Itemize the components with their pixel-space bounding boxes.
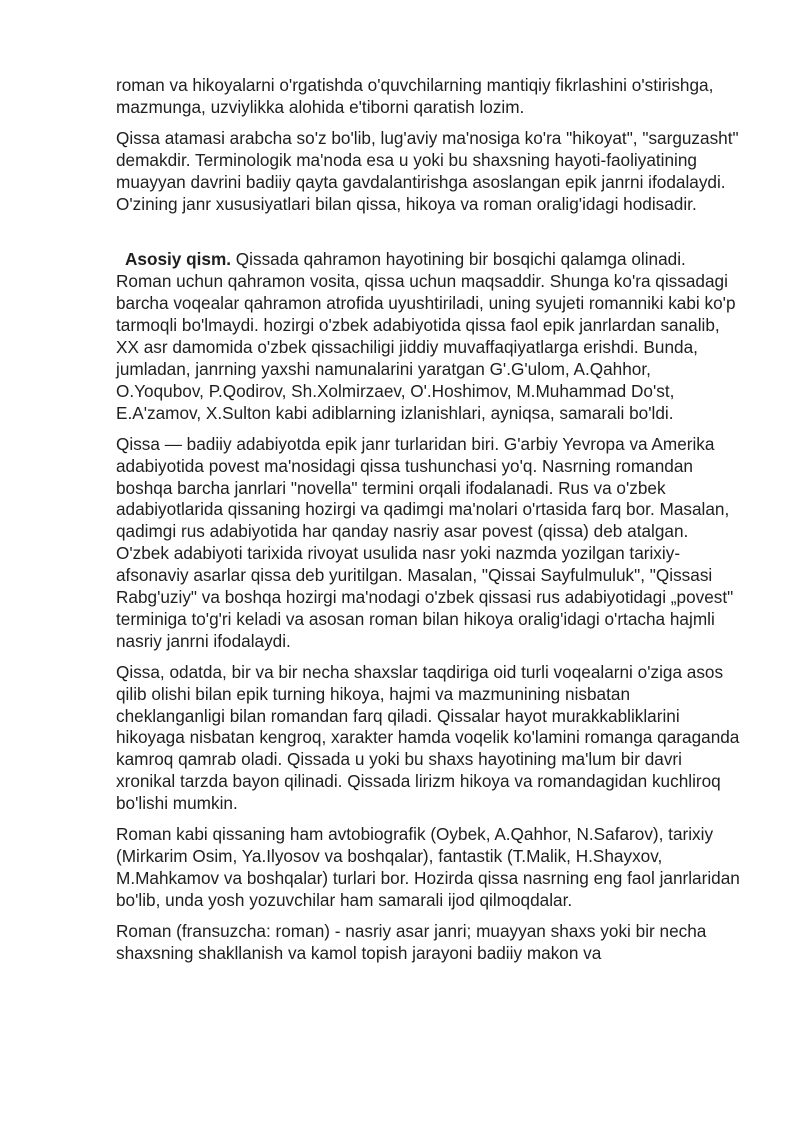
paragraph-text: Qissada qahramon hayotining bir bosqichi qalamga olinadi. Roman uchun qahramon vosita, qissa uchun maqsaddir. Shunga ko'ra qissadagi barcha voqealar qahramon atrofida uyushtiriladi, uning syujeti romanniki kabi ko'p tarmoqli bo'lmaydi. hozirgi o'zbek adabiyotida qissa faol epik janrlardan sanalib, XX asr damomida o'zbek qissachiligi jiddiy muvaffaqiyatlarga erishdi. Bunda, jumladan, janrning yaxshi namunalarini yaratgan G'.G'ulom, A.Qahhor, O.Yoqubov, P.Qodirov, Sh.Xolmirzaev, O'.Hoshimov, M.Muhammad Do'st, E.A'zamov, X.Sulton kabi adiblarning izlanishlari, ayniqsa, samarali bo'ldi.: [116, 249, 736, 423]
paragraph-qissa-genre: [116, 434, 742, 653]
paragraph-text: Roman kabi qissaning ham avtobiografik (Oybek, A.Qahhor, N.Safarov), tarixiy (Mirkarim Osim, Ya.Ilyosov va boshqalar), fantastik (T.Malik, H.Shayxov, M.Mahkamov va boshqalar) turlari bor. Hozirda qissa nasrning eng faol janrlaridan bo'lib, unda yosh yozuvchilar ham samarali ijod qilmoqdalar.: [116, 824, 740, 910]
paragraph-qissa-types: [116, 824, 742, 912]
section-lead-heading: Asosiy qism.: [125, 249, 232, 270]
paragraph-text: Qissa, odatda, bir va bir necha shaxslar taqdiriga oid turli voqealarni o'ziga asos qilib olishi bilan epik turning hikoya, hajmi va mazmunining nisbatan cheklanganligi bilan romandan farq qiladi. Qissalar hayot murakkabliklarini hikoyaga nisbatan kengroq, xarakter hamda voqelik ko'lamini romanga qaraganda kamroq qamrab oladi. Qissada u yoki bu shaxs hayotining ma'lum bir davri xronikal tarzda bayon qilinadi. Qissada lirizm hikoya va romandagidan kuchliroq bo'lishi mumkin.: [116, 661, 740, 814]
paragraph-text: Roman (fransuzcha: roman) - nasriy asar janri; muayyan shaxs yoki bir necha shaxsning shakllanish va kamol topish jarayoni badiiy makon va: [116, 920, 707, 963]
paragraph-roman-definition: [116, 921, 742, 965]
paragraph-intro-continuation: [116, 75, 742, 119]
paragraph-qissa-features: [116, 662, 742, 815]
document-page: [116, 75, 742, 974]
paragraph-text: Qissa — badiiy adabiyotda epik janr turlaridan biri. G'arbiy Yevropa va Amerika adabiyotida povest ma'nosidagi qissa tushunchasi yo'q. Nasrning romandan boshqa barcha janrlari "novella" termini orqali ifodalanadi. Rus va o'zbek adabiyotlarida qissaning hozirgi va qadimgi ma'nolari o'rtasida farq bor. Masalan, qadimgi rus adabiyotida har qanday nasriy asar povest (qissa) deb atalgan. O'zbek adabiyoti tarixida rivoyat usulida nasr yoki nazmda yozilgan tarixiy-afsonaviy asarlar qissa deb yuritilgan. Masalan, "Qissai Sayfulmuluk", "Qissasi Rabg'uziy" va boshqa hozirgi ma'nodagi o'zbek qissasi rus adabiyotidagi „povest" terminiga to'g'ri keladi va asosan roman bilan hikoya oralig'idagi o'rtacha hajmli nasriy janrni ifodalaydi.: [116, 433, 734, 651]
paragraph-main-part: [116, 249, 742, 424]
paragraph-qissa-definition: [116, 128, 742, 216]
paragraph-text: Qissa atamasi arabcha so'z bo'lib, lug'aviy ma'nosiga ko'ra "hikoyat", "sarguzasht" demakdir. Terminologik ma'noda esa u yoki bu shaxsning hayoti-faoliyatining muayyan davrini badiiy qayta gavdalantirishga asoslangan epik janrni ifodalaydi. O'zining janr xususiyatlari bilan qissa, hikoya va roman oralig'idagi hodisadir.: [116, 127, 739, 214]
paragraph-text: roman va hikoyalarni o'rgatishda o'quvchilarning mantiqiy fikrlashini o'stirishga, mazmunga, uzviylikka alohida e'tiborni qaratish lozim.: [116, 75, 714, 117]
